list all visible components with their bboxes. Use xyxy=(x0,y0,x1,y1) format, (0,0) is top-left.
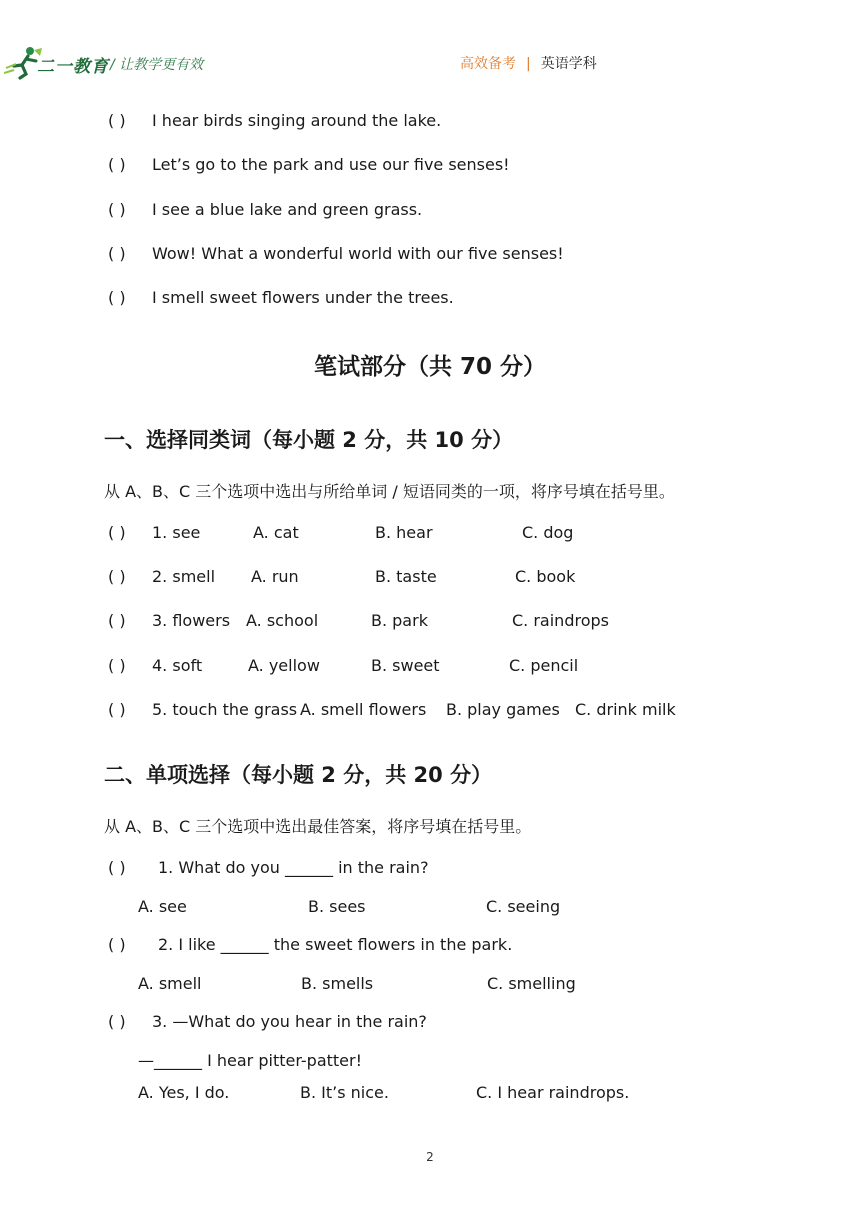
listen-item xyxy=(108,155,510,174)
question-stem: 2. I like ______ the sweet flowers in the park. xyxy=(158,935,513,954)
option-b: B. hear xyxy=(375,523,433,542)
answer-blank[interactable]: ( ) xyxy=(108,656,126,675)
answer-blank[interactable]: ( ) xyxy=(108,700,126,719)
option-c: C. I hear raindrops. xyxy=(476,1083,630,1102)
s2-question xyxy=(108,858,429,877)
listen-item-text: Let’s go to the park and use our five senses! xyxy=(152,155,510,174)
listen-item xyxy=(108,200,422,219)
question-stem: 1. see xyxy=(152,523,201,542)
header-separator: | xyxy=(526,56,531,72)
option-c: C. drink milk xyxy=(575,700,676,719)
answer-blank[interactable]: ( ) xyxy=(108,244,126,263)
header-subject-label: 英语学科 xyxy=(540,56,597,72)
s1-question xyxy=(108,611,230,630)
answer-blank[interactable]: ( ) xyxy=(108,200,126,219)
listen-item-text: I see a blue lake and green grass. xyxy=(152,200,423,219)
section1-instruction: 从 A、B、C 三个选项中选出与所给单词 / 短语同类的一项，将序号填在括号里。 xyxy=(104,482,675,501)
option-c: C. raindrops xyxy=(512,611,609,630)
listen-item xyxy=(108,111,441,130)
s1-question xyxy=(108,700,297,719)
option-a: A. cat xyxy=(253,523,299,542)
option-a: A. yellow xyxy=(248,656,320,675)
answer-blank[interactable]: ( ) xyxy=(108,567,126,586)
option-a: A. school xyxy=(246,611,319,630)
s1-question xyxy=(108,567,215,586)
option-b: B. sweet xyxy=(371,656,440,675)
section2-instruction: 从 A、B、C 三个选项中选出最佳答案，将序号填在括号里。 xyxy=(104,817,532,836)
answer-blank[interactable]: ( ) xyxy=(108,1012,126,1031)
s1-question xyxy=(108,523,200,542)
section2-title: 二、单项选择（每小题 2 分，共 20 分） xyxy=(104,763,493,787)
option-c: C. book xyxy=(515,567,576,586)
question-stem: 3. flowers xyxy=(152,611,231,630)
option-a: A. smell flowers xyxy=(300,700,427,719)
answer-blank[interactable]: ( ) xyxy=(108,611,126,630)
option-a: A. smell xyxy=(138,974,202,993)
option-b: B. taste xyxy=(375,567,437,586)
option-b: B. park xyxy=(371,611,428,630)
option-a: A. Yes, I do. xyxy=(138,1083,230,1102)
option-c: C. smelling xyxy=(487,974,576,993)
option-a: A. see xyxy=(138,897,187,916)
question-stem: 3. —What do you hear in the rain? xyxy=(152,1012,427,1031)
s1-question xyxy=(108,656,202,675)
slogan: / 让教学更有效 xyxy=(110,57,204,73)
answer-blank[interactable]: ( ) xyxy=(108,288,126,307)
question-stem: 5. touch the grass xyxy=(152,700,298,719)
listen-item-text: I smell sweet flowers under the trees. xyxy=(152,288,454,307)
question-stem: 2. smell xyxy=(152,567,216,586)
option-c: C. seeing xyxy=(486,897,561,916)
header-subject xyxy=(460,53,597,73)
option-b: B. It’s nice. xyxy=(300,1083,389,1102)
listen-item-text: Wow! What a wonderful world with our five senses! xyxy=(152,244,564,263)
section1-title: 一、选择同类词（每小题 2 分，共 10 分） xyxy=(104,428,514,452)
option-b: B. play games xyxy=(446,700,560,719)
listen-item xyxy=(108,244,564,263)
option-b: B. sees xyxy=(308,897,366,916)
s2-question xyxy=(108,935,512,954)
question-stem: 4. soft xyxy=(152,656,203,675)
answer-blank[interactable]: ( ) xyxy=(108,935,126,954)
listen-item-text: I hear birds singing around the lake. xyxy=(152,111,442,130)
option-c: C. pencil xyxy=(509,656,579,675)
page-number: 2 xyxy=(426,1150,434,1164)
answer-blank[interactable]: ( ) xyxy=(108,111,126,130)
listen-item xyxy=(108,288,454,307)
header-exam-label: 高效备考 xyxy=(460,56,516,72)
question-stem: 1. What do you ______ in the rain? xyxy=(158,858,429,877)
option-c: C. dog xyxy=(522,523,574,542)
option-b: B. smells xyxy=(301,974,374,993)
answer-blank[interactable]: ( ) xyxy=(108,858,126,877)
answer-blank[interactable]: ( ) xyxy=(108,523,126,542)
logo-text: 二一教育 xyxy=(37,57,109,77)
written-part-title: 笔试部分（共 70 分） xyxy=(313,354,547,380)
option-a: A. run xyxy=(251,567,299,586)
answer-blank[interactable]: ( ) xyxy=(108,155,126,174)
s2-question xyxy=(108,1012,427,1031)
dialogue-reply: —______ I hear pitter-patter! xyxy=(138,1051,363,1070)
